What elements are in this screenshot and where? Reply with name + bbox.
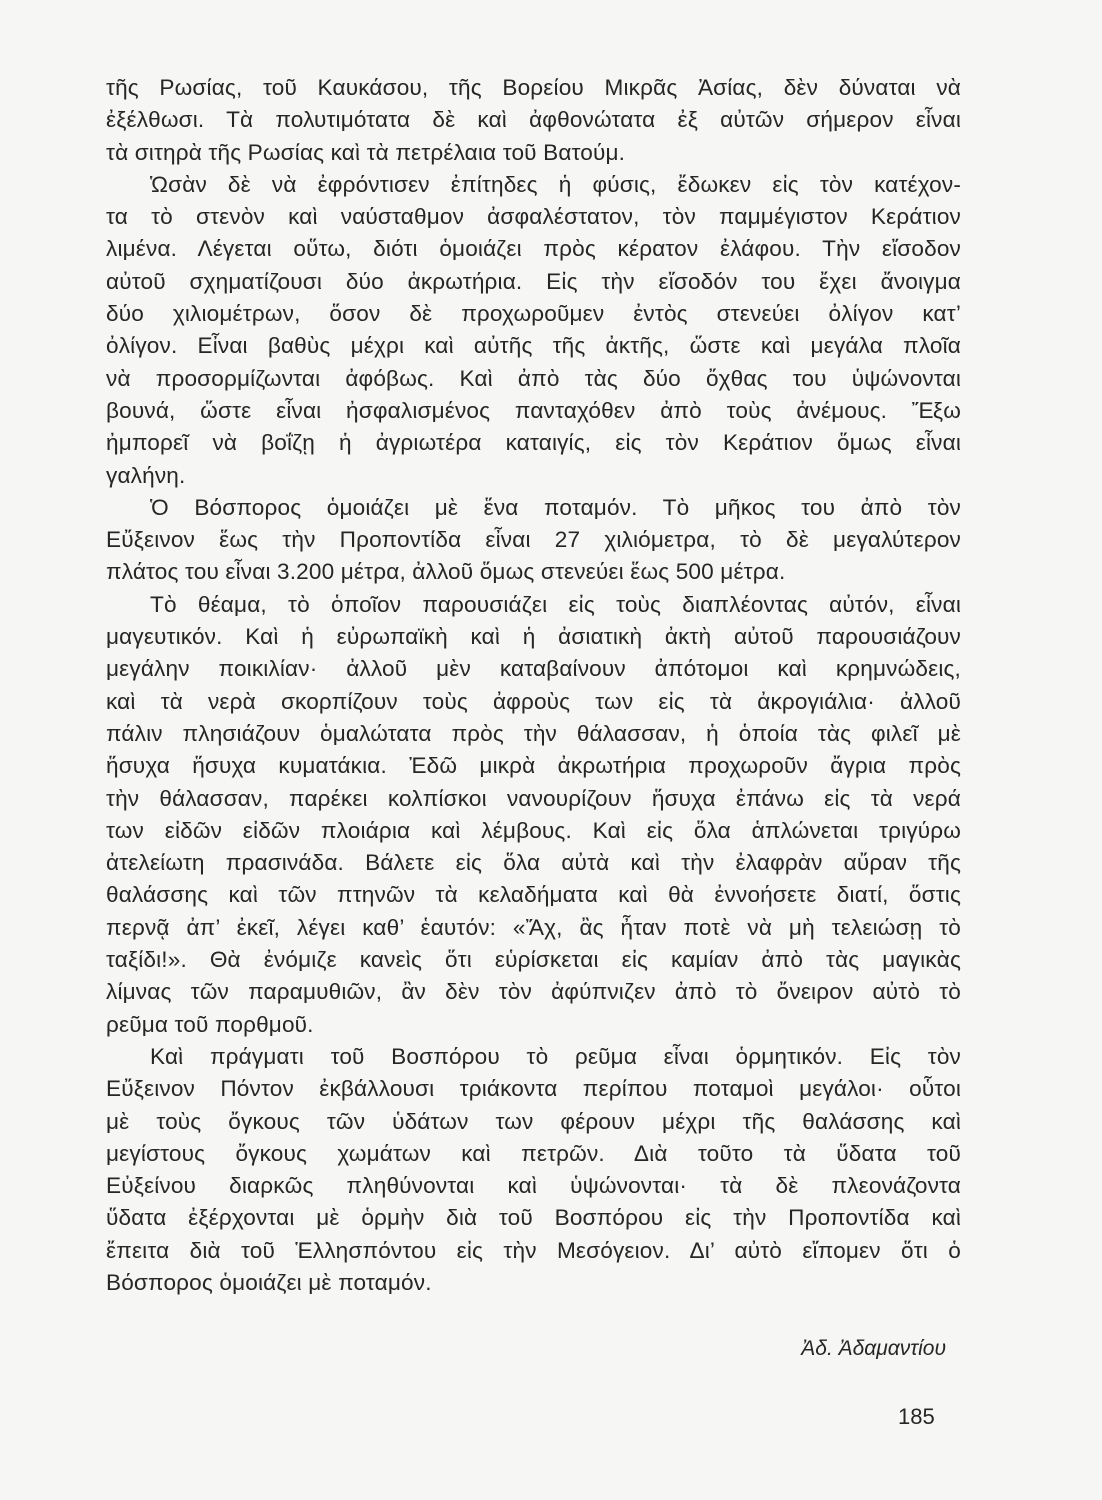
text-line: θαλάσσης καὶ τῶν πτηνῶν τὰ κελαδήματα καὶ θὰ ἐννοήσετε διατί, ὅστις <box>106 882 961 908</box>
text-line: Τὸ θέαμα, τὸ ὁποῖον παρουσιάζει εἰς τοὺς διαπλέοντας αὐτόν, εἶναι <box>150 591 961 617</box>
text-line: ἐξέλθωσι. Τὰ πολυτιμότατα δὲ καὶ ἀφθονώτατα ἐξ αὐτῶν σήμερον εἶναι <box>106 107 961 133</box>
text-line: Ὁ Βόσπορος ὁμοιάζει μὲ ἕνα ποταμόν. Τὸ μῆκος του ἀπὸ τὸν <box>150 494 961 520</box>
text-line: τὰ σιτηρὰ τῆς Ρωσίας καὶ τὰ πετρέλαια τοῦ Βατούμ. <box>106 139 626 165</box>
text-line: περνᾷ ἀπ’ ἐκεῖ, λέγει καθ’ ἑαυτόν: «Ἄχ, ἂς ἦταν ποτὲ νὰ μὴ τελειώσῃ τὸ <box>106 914 961 940</box>
text-line: ἔπειτα διὰ τοῦ Ἑλλησπόντου εἰς τὴν Μεσόγειον. Δι’ αὐτὸ εἴπομεν ὅτι ὁ <box>106 1237 961 1263</box>
text-line: Εὔξεινον Πόντον ἐκβάλλουσι τριάκοντα περίπου ποταμοὶ μεγάλοι· οὗτοι <box>106 1076 961 1102</box>
text-line: των εἰδῶν εἰδῶν πλοιάρια καὶ λέμβους. Καὶ εἰς ὅλα ἁπλώνεται τριγύρω <box>106 817 961 843</box>
text-line: τῆς Ρωσίας, τοῦ Καυκάσου, τῆς Βορείου Μικρᾶς Ἀσίας, δὲν δύναται νὰ <box>106 75 961 100</box>
text-line: αὐτοῦ σχηματίζουσι δύο ἀκρωτήρια. Εἰς τὴν εἴσοδόν του ἔχει ἄνοιγμα <box>106 268 961 294</box>
text-line: τα τὸ στενὸν καὶ ναύσταθμον ἀσφαλέστατον, τὸν παμμέγιστον Κεράτιον <box>106 204 961 230</box>
text-line: βουνά, ὥστε εἶναι ἠσφαλισμένος πανταχόθεν ἀπὸ τοὺς ἀνέμους. Ἔξω <box>106 397 961 423</box>
text-line: καὶ τὰ νερὰ σκορπίζουν τοὺς ἀφροὺς των εἰς τὰ ἀκρογιάλια· ἀλλοῦ <box>106 688 961 714</box>
text-line: μεγίστους ὄγκους χωμάτων καὶ πετρῶν. Διὰ τοῦτο τὰ ὕδατα τοῦ <box>106 1140 961 1166</box>
text-line: ὀλίγον. Εἶναι βαθὺς μέχρι καὶ αὐτῆς τῆς ἀκτῆς, ὥστε καὶ μεγάλα πλοῖα <box>106 333 961 359</box>
text-line: ἥσυχα ἥσυχα κυματάκια. Ἐδῶ μικρὰ ἀκρωτήρια προχωροῦν ἄγρια πρὸς <box>106 753 961 779</box>
text-line: μαγευτικόν. Καὶ ἡ εὐρωπαϊκὴ καὶ ἡ ἀσιατικὴ ἀκτὴ αὐτοῦ παρουσιάζουν <box>106 624 961 650</box>
paragraph <box>106 169 961 492</box>
text-line: ὕδατα ἐξέρχονται μὲ ὁρμὴν διὰ τοῦ Βοσπόρου εἰς τὴν Προποντίδα καὶ <box>106 1205 961 1231</box>
paragraph <box>106 72 961 169</box>
text-line: μεγάλην ποικιλίαν· ἀλλοῦ μὲν καταβαίνουν ἀπότομοι καὶ κρημνώδεις, <box>106 656 961 682</box>
text-line: τὴν θάλασσαν, παρέκει κολπίσκοι νανουρίζουν ἥσυχα ἐπάνω εἰς τὰ νερά <box>106 785 961 811</box>
text-line: πλάτος του εἶναι 3.200 μέτρα, ἀλλοῦ ὅμως στενεύει ἕως 500 μέτρα. <box>106 559 786 585</box>
text-line: πάλιν πλησιάζουν ὁμαλώτατα πρὸς τὴν θάλασσαν, ἡ ὁποία τὰς φιλεῖ μὲ <box>106 720 961 746</box>
text-line: ἀτελείωτη πρασινάδα. Βάλετε εἰς ὅλα αὐτὰ καὶ τὴν ἐλαφρὰν αὔραν τῆς <box>106 850 961 876</box>
text-line: λιμένα. Λέγεται οὕτω, διότι ὁμοιάζει πρὸς κέρατον ἐλάφου. Τὴν εἴσοδον <box>106 236 961 262</box>
author-signature: Ἀδ. Ἀδαμαντίου <box>801 1337 946 1360</box>
text-line: Εὐξείνου διαρκῶς πληθύνονται καὶ ὑψώνονται· τὰ δὲ πλεονάζοντα <box>106 1173 961 1199</box>
paragraph <box>106 492 961 589</box>
text-line: νὰ προσορμίζωνται ἀφόβως. Καὶ ἀπὸ τὰς δύο ὄχθας του ὑψώνονται <box>106 365 961 391</box>
text-line: ρεῦμα τοῦ πορθμοῦ. <box>106 1011 314 1037</box>
text-line: λίμνας τῶν παραμυθιῶν, ἂν δὲν τὸν ἀφύπνιζεν ἀπὸ τὸ ὄνειρον αὐτὸ τὸ <box>106 979 961 1005</box>
text-line: μὲ τοὺς ὄγκους τῶν ὑδάτων των φέρουν μέχρι τῆς θαλάσσης καὶ <box>106 1108 961 1134</box>
text-line: ἠμπορεῖ νὰ βοΐζῃ ἡ ἀγριωτέρα καταιγίς, εἰς τὸν Κεράτιον ὅμως εἶναι <box>106 430 961 456</box>
text-line: Ὡσὰν δὲ νὰ ἐφρόντισεν ἐπίτηδες ἡ φύσις, ἔδωκεν εἰς τὸν κατέχον- <box>150 171 961 197</box>
text-line: Βόσπορος ὁμοιάζει μὲ ποταμόν. <box>106 1269 432 1295</box>
text-line: Καὶ πράγματι τοῦ Βοσπόρου τὸ ρεῦμα εἶναι ὁρμητικόν. Εἰς τὸν <box>150 1043 961 1069</box>
paragraph <box>106 1041 961 1299</box>
paragraph <box>106 589 961 1041</box>
text-line: γαλήνη. <box>106 462 186 488</box>
text-line: ταξίδι!». Θὰ ἐνόμιζε κανεὶς ὅτι εὑρίσκεται εἰς καμίαν ἀπὸ τὰς μαγικὰς <box>106 947 961 973</box>
text-line: δύο χιλιομέτρων, ὅσον δὲ προχωροῦμεν ἐντὸς στενεύει ὀλίγον κατ’ <box>106 301 961 327</box>
body-text <box>106 72 961 1299</box>
text-line: Εὔξεινον ἕως τὴν Προποντίδα εἶναι 27 χιλιόμετρα, τὸ δὲ μεγαλύτερον <box>106 527 961 553</box>
page-number: 185 <box>898 1404 935 1429</box>
